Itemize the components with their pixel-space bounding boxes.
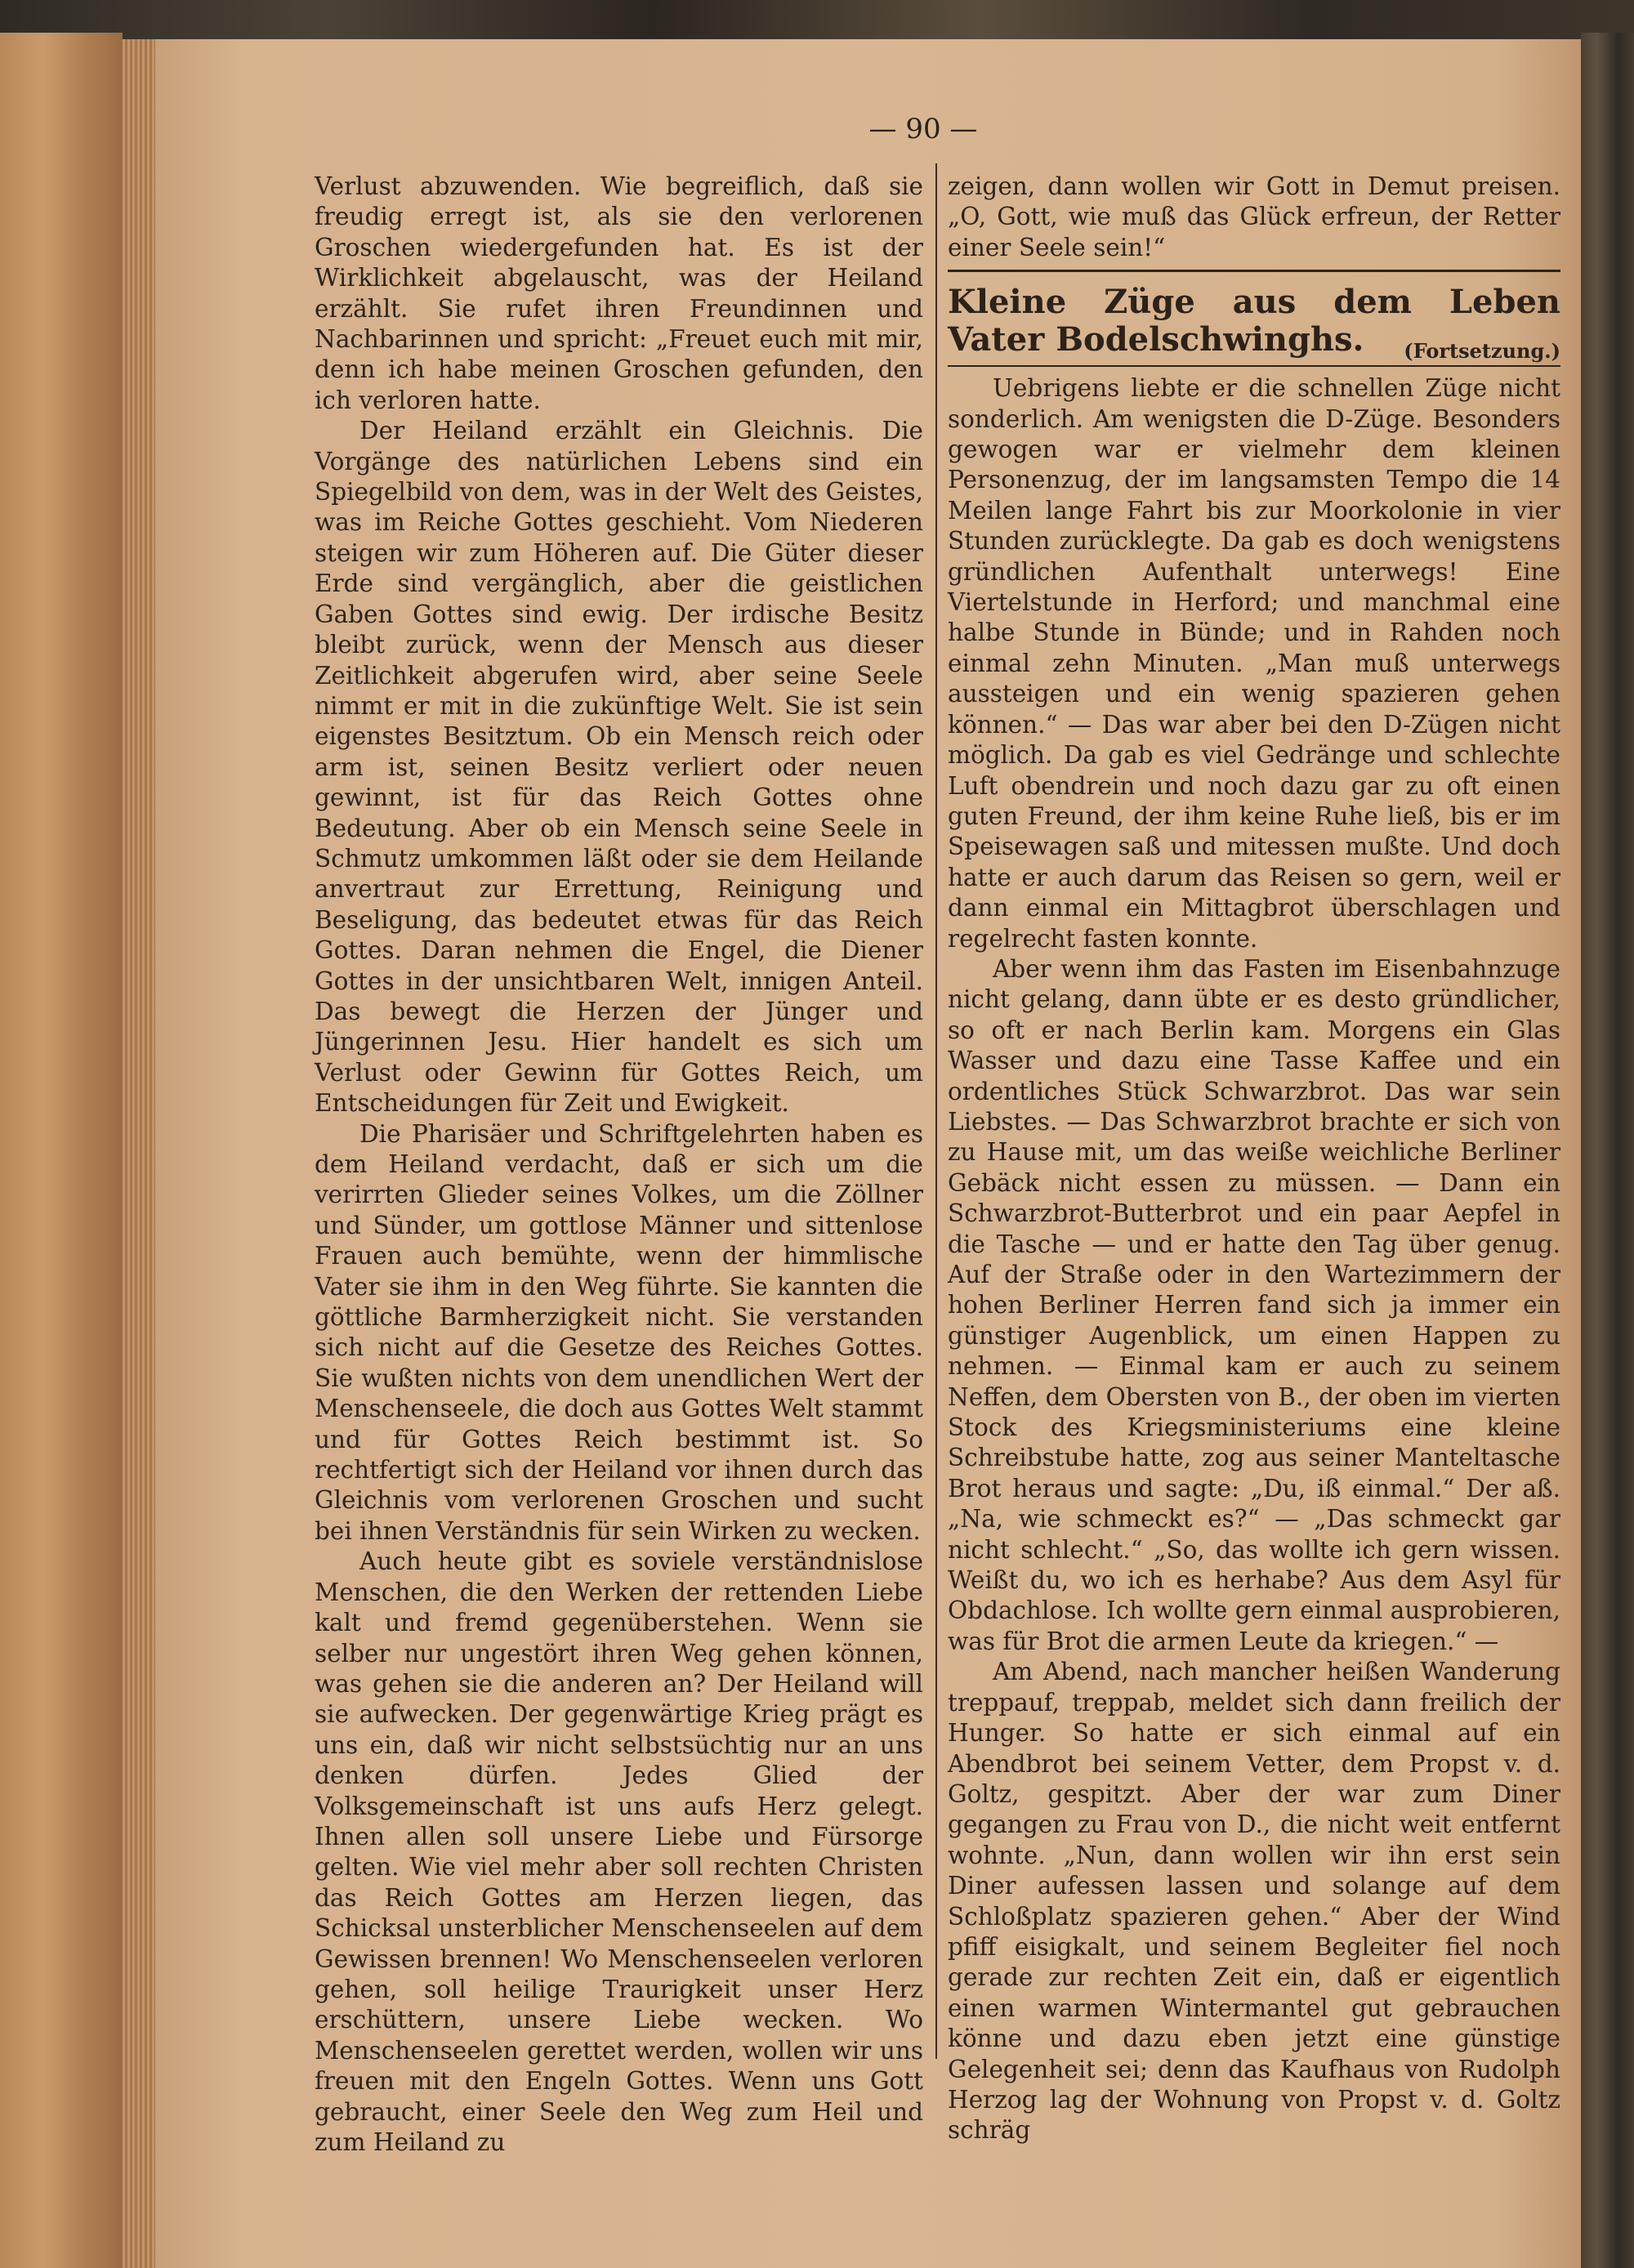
title-underline [948, 365, 1560, 367]
section-divider [948, 270, 1560, 272]
poem-continuation: zeigen, dann wollen wir Gott in Demut preisen. „O, Gott, wie muß das Glück erfreun, der Retter einer Seele sein!“ [948, 172, 1560, 261]
article-paragraph-3: Am Abend, nach mancher heißen Wanderung treppauf, treppab, meldet sich dann freilich der Hunger. So hatte er sich einmal auf ein Abendbrot bei seinem Vetter, dem Propst v. d. Goltz, gespitzt. Aber der war zum Diner gegangen zu Frau von D., die nicht weit entfernt wohnte. „Nun, dann wollen wir ihn erst sein Diner aufessen lassen und solange auf dem Schloßplatz spazieren gehen.“ Aber der Wind pfiff eisigkalt, und seinem Begleiter fiel noch gerade zur rechten Zeit ein, daß er eigentlich einen warmen Wintermantel gut gebrauchen könne und dazu eben jetzt eine günstige Gelegenheit sei; denn das Kaufhaus von Rudolph Herzog lag der Wohnung von Propst v. d. Goltz schräg [948, 1658, 1560, 2145]
left-column [315, 172, 923, 2158]
left-paragraph-3: Die Pharisäer und Schriftgelehrten haben es dem Heiland verdacht, daß er sich um die verirrten Glieder seines Volkes, um die Zöllner und Sünder, um gottlose Männer und sittenlose Frauen auch bemühte, wenn der himmlische Vater sie ihm in den Weg führte. Sie kannten die göttliche Barmherzigkeit nicht. Sie verstanden sich nicht auf die Gesetze des Reiches Gottes. Sie wußten nichts von dem unendlichen Wert der Menschenseele, die doch aus Gottes Welt stammt und für Gottes Reich bestimmt ist. So rechtfertigt sich der Heiland vor ihnen durch das Gleichnis vom verlorenen Groschen und sucht bei ihnen Verständnis für sein Wirken zu wecken. [315, 1119, 923, 1545]
page-stack-edge [123, 39, 155, 2268]
left-paragraph-4: Auch heute gibt es soviele verständnislose Menschen, die den Werken der rettenden Liebe kalt und fremd gegenüberstehen. Wenn sie selber nur ungestört ihren Weg gehen können, was gehen sie die anderen an? Der Heiland will sie aufwecken. Der gegenwärtige Krieg prägt es uns ein, daß wir nicht selbstsüchtig nur an uns denken dürfen. Jedes Glied der Volksgemeinschaft ist uns aufs Herz gelegt. Ihnen allen soll unsere Liebe und Fürsorge gelten. Wie viel mehr aber soll rechten Christen das Reich Gottes am Herzen liegen, das Schicksal unsterblicher Menschenseelen auf dem Gewissen brennen! Wo Menschenseelen verloren gehen, soll heilige Traurigkeit unser Herz erschüttern, unsere Liebe wecken. Wo Menschenseelen gerettet werden, wollen wir uns freuen mit den Engeln Gottes. Wenn uns Gott gebraucht, einer Seele den Weg zum Heil und zum Heiland zu [315, 1547, 923, 2156]
article-title [948, 283, 1560, 364]
left-paragraph-2: Der Heiland erzählt ein Gleichnis. Die Vorgänge des natürlichen Lebens sind ein Spiegelbild von dem, was in der Welt des Geistes, was im Reiche Gottes geschieht. Vom Niederen steigen wir zum Höheren auf. Die Güter dieser Erde sind vergänglich, aber die geistlichen Gaben Gottes sind ewig. Der irdische Besitz bleibt zurück, wenn der Mensch aus dieser Zeitlichkeit abgerufen wird, aber seine Seele nimmt er mit in die zukünftige Welt. Sie ist sein eigenstes Besitztum. Ob ein Mensch reich oder arm ist, seinen Besitz verliert oder neuen gewinnt, ist für das Reich Gottes ohne Bedeutung. Aber ob ein Mensch seine Seele in Schmutz umkommen läßt oder sie dem Heilande anvertraut zur Errettung, Reinigung und Beseligung, das bedeutet etwas für das Reich Gottes. Daran nehmen die Engel, die Diener Gottes in der unsichtbaren Welt, innigen Anteil. Das bewegt die Herzen der Jünger und Jüngerinnen Jesu. Hier handelt es sich um Verlust oder Gewinn für Gottes Reich, um Entscheidungen für Zeit und Ewigkeit. [315, 417, 923, 1118]
article-title-text: Kleine Züge aus dem Leben Vater Bodelschwinghs. [948, 283, 1560, 359]
left-paragraph-1: Verlust abzuwenden. Wie begreiflich, daß sie freudig erregt ist, als sie den verlorenen Groschen wiedergefunden hat. Es ist der Wirklichkeit abgelauscht, was der Heiland erzählt. Sie rufet ihren Freundinnen und Nachbarinnen und spricht: „Freuet euch mit mir, denn ich habe meinen Groschen gefunden, den ich verloren hatte. [315, 172, 923, 414]
article-paragraph-2: Aber wenn ihm das Fasten im Eisenbahnzuge nicht gelang, dann übte er es desto gründlicher, so oft er nach Berlin kam. Morgens ein Glas Wasser und dazu eine Tasse Kaffee und ein ordentliches Stück Schwarzbrot. Das war sein Liebstes. — Das Schwarzbrot brachte er sich von zu Hause mit, um das weiße weichliche Berliner Gebäck nicht essen zu müssen. — Dann ein Schwarzbrot-Butterbrot und ein paar Aepfel in die Tasche — und er hatte den Tag über genug. Auf der Straße oder in den Wartezimmern der hohen Berliner Herren fand sich ja immer ein günstiger Augenblick, um einen Happen zu nehmen. — Einmal kam er auch zu seinem Neffen, dem Obersten von B., der oben im vierten Stock des Kriegsministeriums eine kleine Schreibstube hatte, zog aus seiner Manteltasche Brot heraus und sagte: „Du, iß einmal.“ Der aß. „Na, wie schmeckt es?“ — „Das schmeckt gar nicht schlecht.“ „So, das wollte ich gern wissen. Weißt du, wo ich es herhabe? Aus dem Asyl für Obdachlose. Ich wollte gern einmal ausprobieren, was für Brot die armen Leute da kriegen.“ — [948, 954, 1560, 1655]
book-left-edge [0, 33, 123, 2268]
book-top-edge [0, 0, 1634, 42]
column-divider [935, 163, 937, 2059]
right-column [948, 172, 1560, 2146]
continued-label: (Fortsetzung.) [1404, 339, 1560, 364]
page-number: — 90 — [868, 113, 978, 145]
book-spine [1581, 33, 1634, 2268]
article-paragraph-1: Uebrigens liebte er die schnellen Züge nicht sonderlich. Am wenigsten die D-Züge. Besonders gewogen war er vielmehr dem kleinen Personenzug, der im langsamsten Tempo die 14 Meilen lange Fahrt bis zur Moorkolonie in vier Stunden zurücklegte. Da gab es doch wenigstens gründlichen Aufenthalt unterwegs! Eine Viertelstunde in Herford; und manchmal eine halbe Stunde in Bünde; und in Rahden noch einmal zehn Minuten. „Man muß unterwegs aussteigen und ein wenig spazieren gehen können.“ — Das war aber bei den D-Zügen nicht möglich. Da gab es viel Gedränge und schlechte Luft obendrein und noch dazu gar zu oft einen guten Freund, der ihm keine Ruhe ließ, bis er im Speisewagen saß und mitessen mußte. Und doch hatte er auch darum das Reisen so gern, weil er dann einmal ein Mittagbrot überschlagen und regelrecht fasten konnte. [948, 374, 1560, 953]
